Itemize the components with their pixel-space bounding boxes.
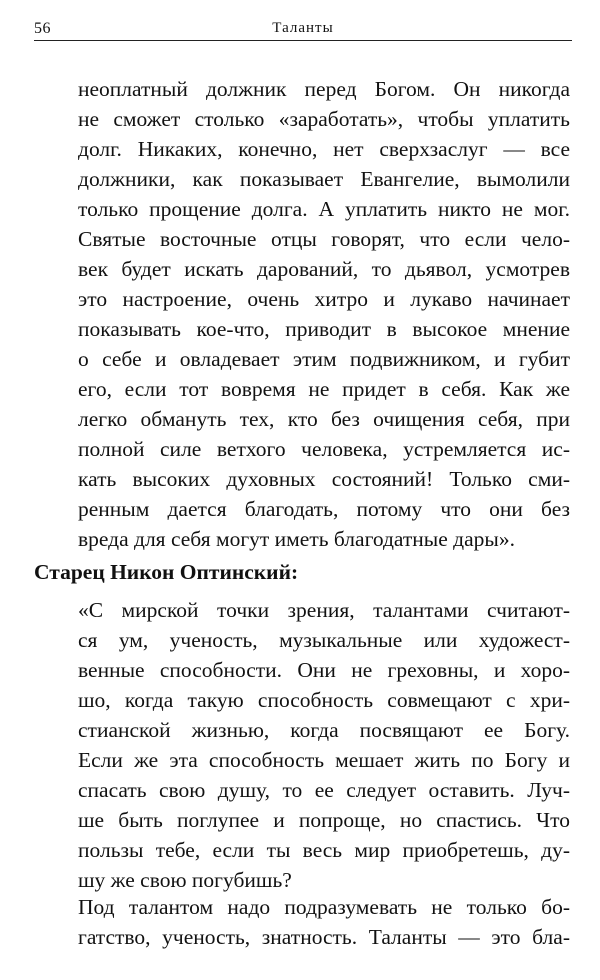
text-line: стианской жизнью, когда посвящают ее Богу. [78, 718, 570, 742]
text-line: его, если тот вовремя не придет в себя. Как же [78, 377, 570, 401]
text-line: только прощение долга. А уплатить никто не мог. [78, 197, 570, 221]
text-line: не сможет столько «заработать», чтобы уплатить [78, 107, 570, 131]
section-heading: Старец Никон Оптинский: [34, 560, 299, 584]
paragraph-1 [78, 74, 570, 554]
text-line: это настроение, очень хитро и лукаво начинает [78, 287, 570, 311]
page-number: 56 [34, 20, 51, 37]
text-line: должники, как показывает Евангелие, вымолили [78, 167, 570, 191]
text-line: ся ум, ученость, музыкальные или художест- [78, 628, 570, 652]
paragraph-2 [78, 595, 570, 895]
text-line: «С мирской точки зрения, талантами считают- [78, 598, 570, 622]
text-line: полной силе ветхого человека, устремляется ис- [78, 437, 570, 461]
text-line: кать высоких духовных состояний! Только сми- [78, 467, 570, 491]
text-line: пользы тебе, если ты весь мир приобретешь, ду- [78, 838, 570, 862]
paragraph-3 [78, 892, 570, 952]
text-line: легко обмануть тех, кто без очищения себя, при [78, 407, 570, 431]
text-line: ше быть поглупее и попроще, но спастись. Что [78, 808, 570, 832]
text-line: показывать кое-что, приводит в высокое мнение [78, 317, 570, 341]
page-header [34, 14, 572, 41]
text-line: Святые восточные отцы говорят, что если чело- [78, 227, 570, 251]
text-line: Под талантом надо подразумевать не только бо- [78, 895, 570, 919]
text-line: вреда для себя могут иметь благодатные дары». [78, 527, 515, 551]
text-line: шу же свою погубишь? [78, 868, 292, 892]
text-line: Если же эта способность мешает жить по Богу и [78, 748, 570, 772]
running-title: Таланты [272, 20, 334, 36]
text-line: гатство, ученость, знатность. Таланты — это бла- [78, 925, 570, 949]
text-line: о себе и овладевает этим подвижником, и губит [78, 347, 570, 371]
text-line: век будет искать дарований, то дьявол, усмотрев [78, 257, 570, 281]
text-line: ренным дается благодать, потому что они без [78, 497, 570, 521]
text-line: долг. Никаких, конечно, нет сверхзаслуг — все [78, 137, 570, 161]
text-line: спасать свою душу, то ее следует оставить. Луч- [78, 778, 570, 802]
text-line: шо, когда такую способность совмещают с хри- [78, 688, 570, 712]
text-line: венные способности. Они не греховны, и хоро- [78, 658, 570, 682]
text-line: неоплатный должник перед Богом. Он никогда [78, 77, 570, 101]
